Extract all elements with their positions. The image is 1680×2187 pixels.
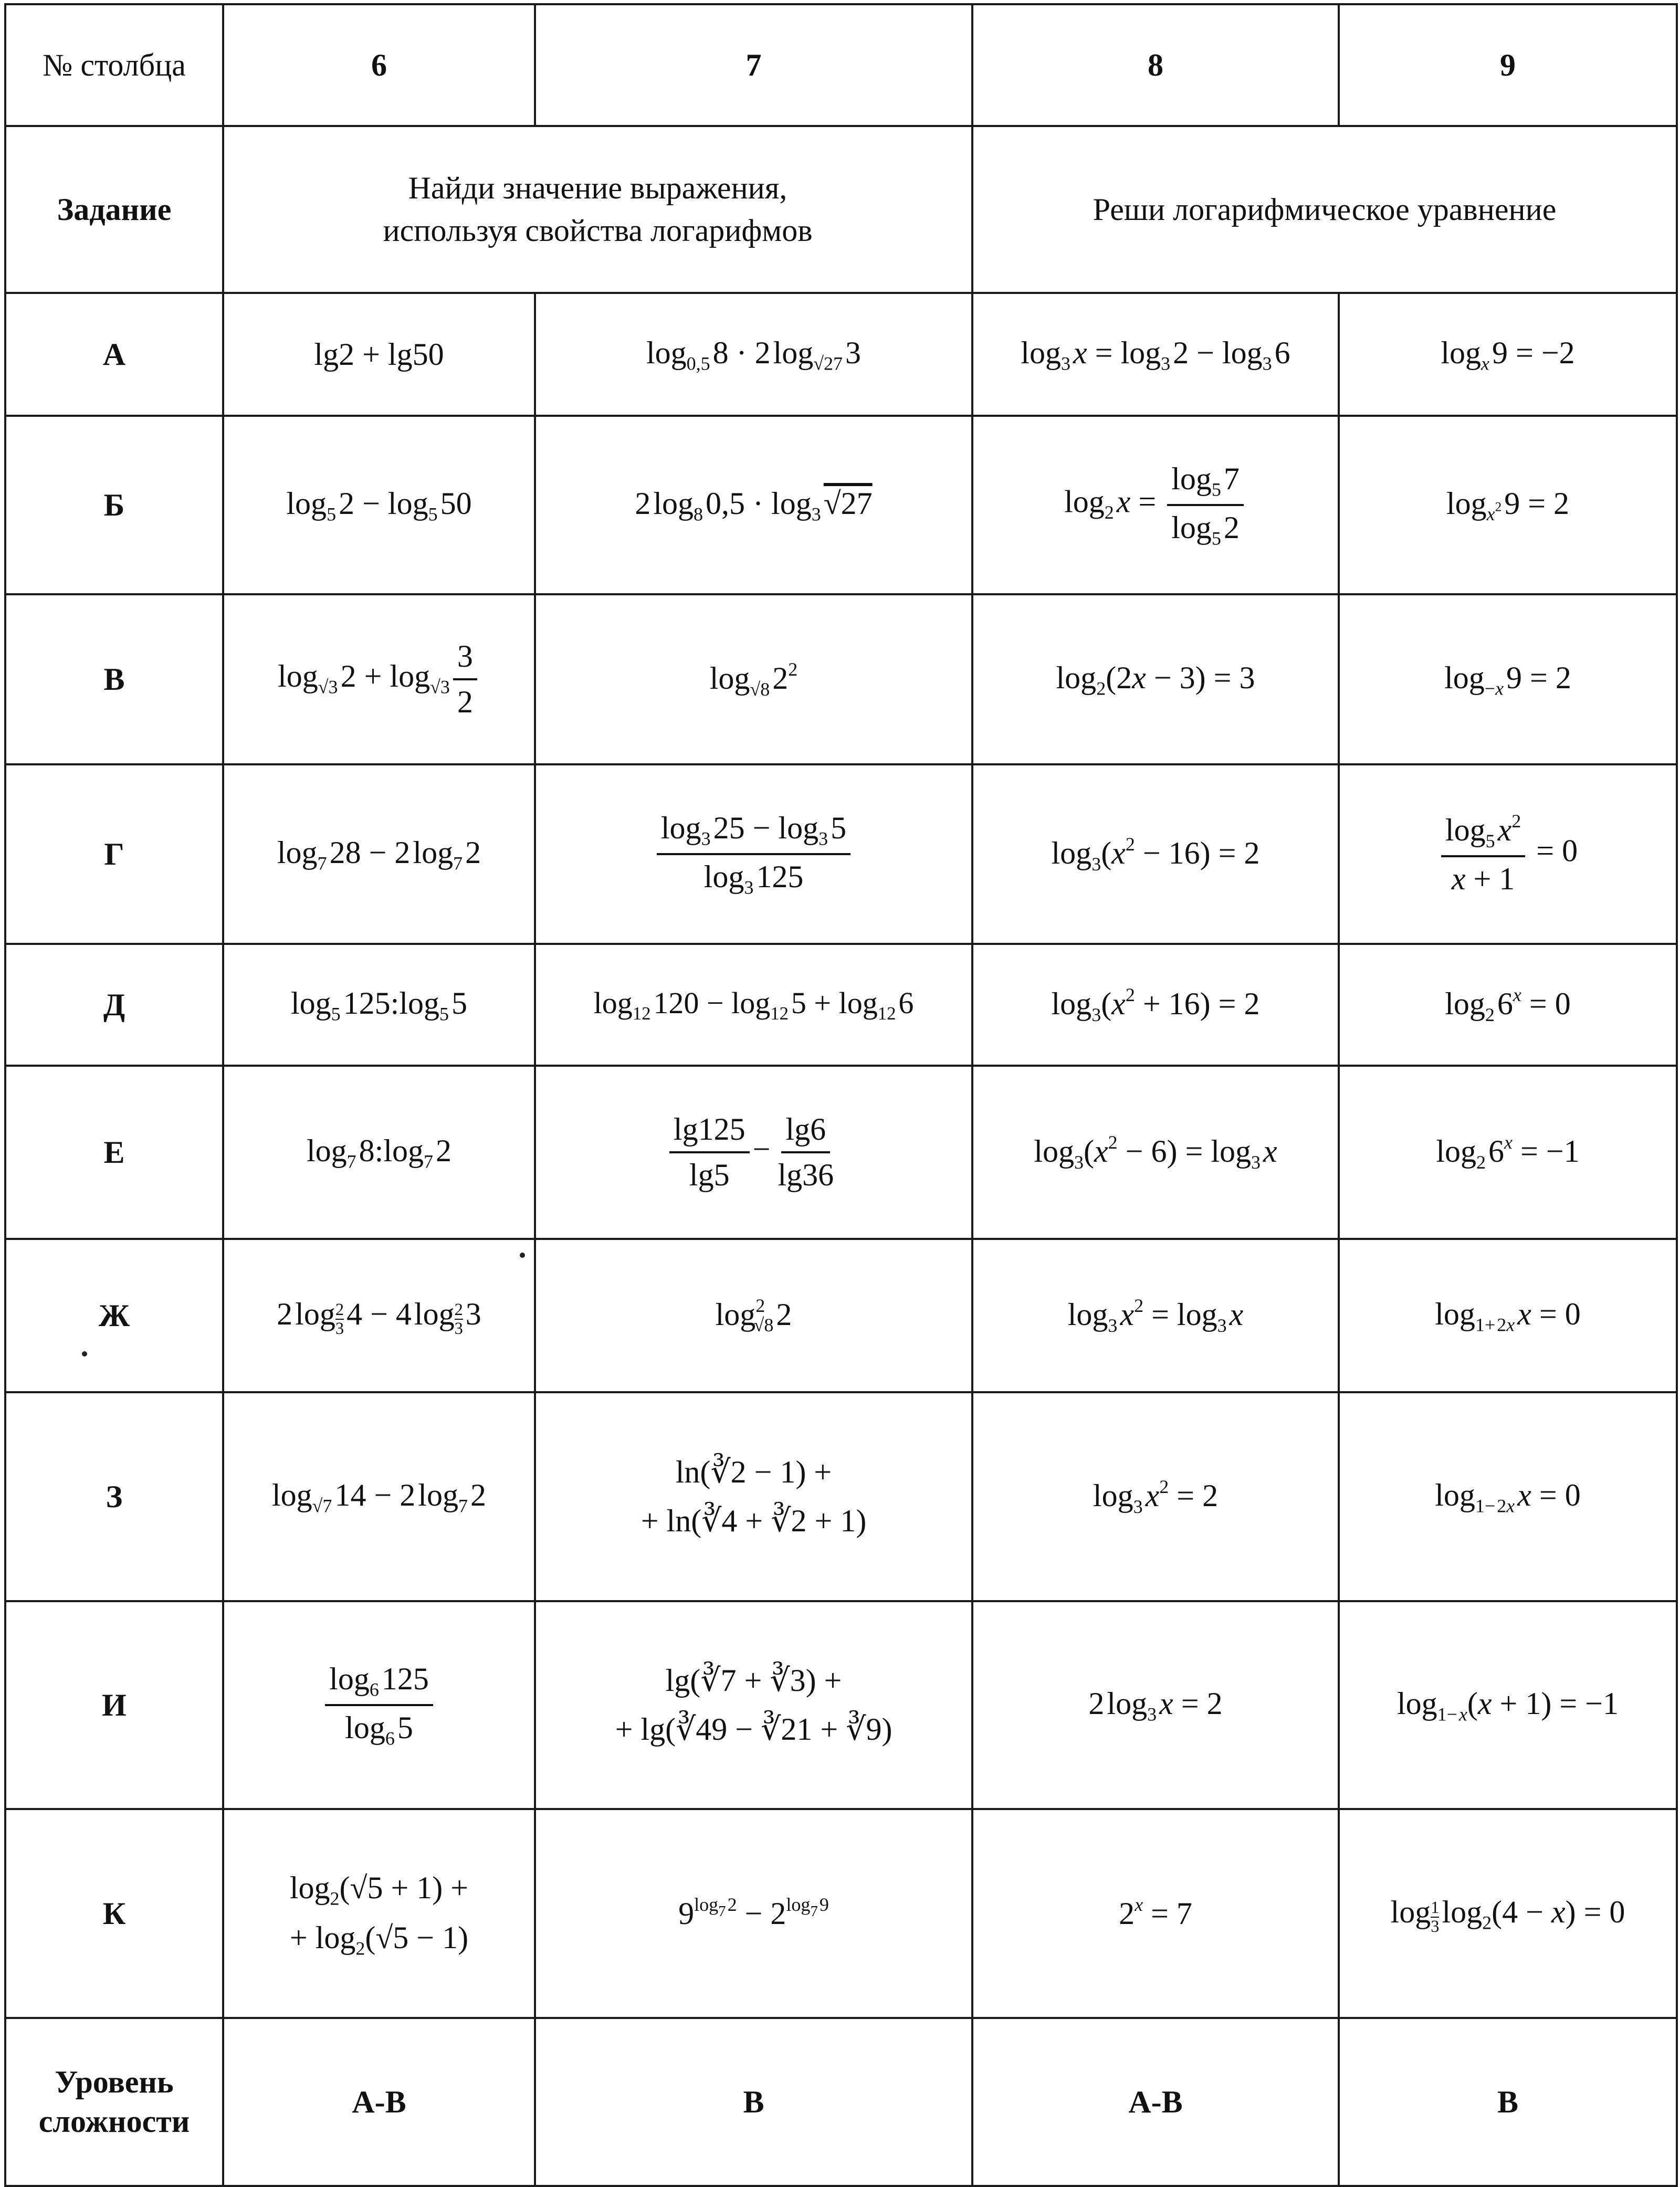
equation-cell: $\log_3(x^2 + 16) = 2$	[972, 944, 1339, 1066]
scan-speck	[82, 1351, 87, 1357]
expression-cell: $\log_{12}$ $120 - \log_{12}$ $5 + \log_{12}$ 6	[535, 944, 972, 1066]
equation-cell: $\log_2$ $6^x = -1$	[1339, 1066, 1677, 1239]
logarithm-task-table	[4, 3, 1678, 2187]
row-b	[5, 416, 1677, 594]
difficulty-row	[5, 2018, 1677, 2186]
expression-cell: $\log_7$ 28 − 2 $\log_7$ 2	[223, 764, 535, 944]
expression-cell: $\log_5$ $2 - \log_5$ 50	[223, 416, 535, 594]
expression-cell: $9^{log_7 2} - 2^{log_7 9}$	[535, 1809, 972, 2018]
difficulty-label	[5, 2018, 223, 2186]
row-z	[5, 1392, 1677, 1601]
difficulty-label-line-1: Уровень	[55, 2065, 174, 2099]
expression-cell: $\frac{\log_3 25 - \log_3 5}{\log_3 125}$	[535, 764, 972, 944]
equation-cell: $\log_3(x^2 - 16) = 2$	[972, 764, 1339, 944]
row-a	[5, 293, 1677, 416]
expression-cell: $\log_{√3}$ $2 + \log_{√3}$ $\frac{3}{2}$	[223, 594, 535, 764]
expression-cell: $\log_5$ $125:\log_5$ 5	[223, 944, 535, 1066]
row-letter: Г	[5, 764, 223, 944]
row-g	[5, 764, 1677, 944]
task-row	[5, 126, 1677, 293]
equation-cell: $\log_2$ x = $\frac{\log_5 7}{\log_5 2}$	[972, 416, 1339, 594]
expression-cell: $\log_{√7}$ 14 − 2 $\log_7$ 2	[223, 1392, 535, 1601]
task-6-7-line-2: используя свойства логарифмов	[383, 213, 813, 248]
task-6-7-line-1: Найди значение выражения,	[408, 171, 788, 205]
equation-cell: $2^x = 7$	[972, 1809, 1339, 2018]
task-row-label: Задание	[5, 126, 223, 293]
equation-cell: 2 $\log_3$ x = 2	[972, 1601, 1339, 1809]
column-7-number: 7	[535, 4, 972, 126]
equation-cell: $\log_x$ 9 = −2	[1339, 293, 1677, 416]
expression-cell: 2 log $_{\frac{2}{3}}$ 4 − 4 log $_{\frac{2}{3}}$ 3	[223, 1239, 535, 1392]
row-e	[5, 1066, 1677, 1239]
expression-cell: lg2 + lg50	[223, 293, 535, 416]
column-8-number: 8	[972, 4, 1339, 126]
row-letter: З	[5, 1392, 223, 1601]
row-letter: Б	[5, 416, 223, 594]
task-6-7-instruction	[223, 126, 972, 293]
row-k	[5, 1809, 1677, 2018]
row-letter: Ж	[5, 1239, 223, 1392]
expression-cell: $\frac{\lg 125}{\lg 5}$ − $\frac{\lg 6}{\lg 36}$	[535, 1066, 972, 1239]
difficulty-col-9: В	[1339, 2018, 1677, 2186]
expression-cell: $\log_{√8}$ $2^2$	[535, 594, 972, 764]
column-9-number: 9	[1339, 4, 1677, 126]
expression-cell: $\log^2_{√8}$ 2	[535, 1239, 972, 1392]
difficulty-col-7: В	[535, 2018, 972, 2186]
equation-cell: $\log_{1+ 2x}$ x = 0	[1339, 1239, 1677, 1392]
row-letter: А	[5, 293, 223, 416]
difficulty-label-line-2: сложности	[38, 2104, 190, 2139]
row-letter: Д	[5, 944, 223, 1066]
expression-cell: $\log_2(√5 + 1)$ + + $\log_2(√5 - 1)$	[223, 1809, 535, 2018]
header-row	[5, 4, 1677, 126]
scan-speck	[520, 1253, 525, 1258]
row-d	[5, 944, 1677, 1066]
equation-cell: $\log_2(2x - 3) = 3$	[972, 594, 1339, 764]
equation-cell: $\log_3$ $x^2 = \log_3$ x	[972, 1239, 1339, 1392]
expression-cell: ln(∛2 − 1) + + ln(∛4 + ∛2 + 1)	[535, 1392, 972, 1601]
equation-cell: $\frac{\log_5 x^2}{x + 1}$ = 0	[1339, 764, 1677, 944]
expression-cell: 2 $\log_8$ $0,5 \cdot \log_3$ √27	[535, 416, 972, 594]
row-letter: В	[5, 594, 223, 764]
equation-cell: $\log_3$ $x = \log_3$ $2 - \log_3$ 6	[972, 293, 1339, 416]
row-letter: И	[5, 1601, 223, 1809]
expression-cell: $\frac{\log_6 125}{\log_6 5}$	[223, 1601, 535, 1809]
expression-cell: $\log_{0,5}$ 8 · 2 $\log_{√27}$ 3	[535, 293, 972, 416]
equation-cell: $\log_{-x}$ 9 = 2	[1339, 594, 1677, 764]
column-number-label: № столбца	[5, 4, 223, 126]
row-i	[5, 1601, 1677, 1809]
difficulty-col-6: А-В	[223, 2018, 535, 2186]
difficulty-col-8: А-В	[972, 2018, 1339, 2186]
row-letter: К	[5, 1809, 223, 2018]
equation-cell: $\log_{x^2}$ 9 = 2	[1339, 416, 1677, 594]
equation-cell: $\log_3$ $x^2 = 2$	[972, 1392, 1339, 1601]
equation-cell: $\log_3(x^2 - 6) = \log_3$ x	[972, 1066, 1339, 1239]
row-zh	[5, 1239, 1677, 1392]
equation-cell: $\log_2$ $6^x = 0$	[1339, 944, 1677, 1066]
equation-cell: $\log_{1- 2x}$ x = 0	[1339, 1392, 1677, 1601]
row-v	[5, 594, 1677, 764]
expression-cell: $\log_7$ $8:\log_7$ 2	[223, 1066, 535, 1239]
equation-cell: log $_{\frac{1}{3}}$ $\log_2(4 - x) = 0$	[1339, 1809, 1677, 2018]
task-8-9-instruction: Реши логарифмическое уравнение	[972, 126, 1677, 293]
row-letter: Е	[5, 1066, 223, 1239]
expression-cell: lg(∛7 + ∛3) + + lg(∛49 − ∛21 + ∛9)	[535, 1601, 972, 1809]
column-6-number: 6	[223, 4, 535, 126]
equation-cell: $\log_{1- x}(x + 1) = -1$	[1339, 1601, 1677, 1809]
